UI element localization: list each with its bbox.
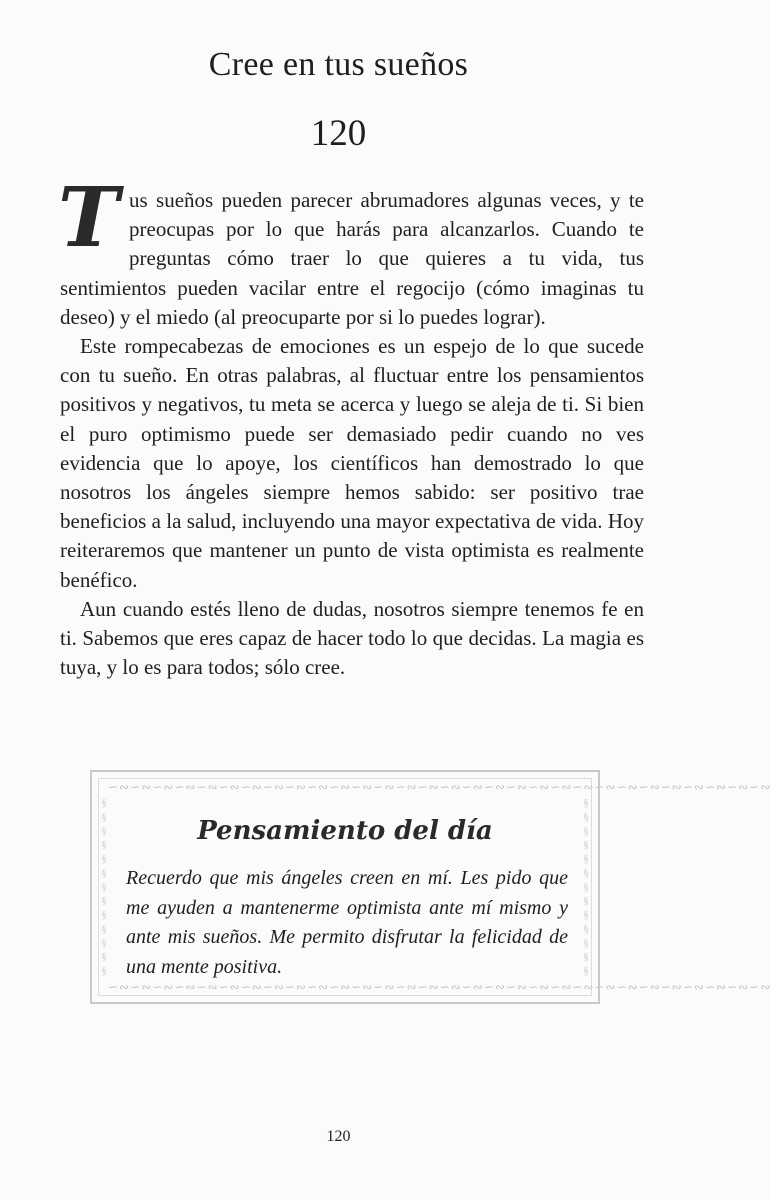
chapter-number: 120	[310, 113, 367, 154]
body-text	[58, 170, 644, 682]
paragraph-2: Este rompecabezas de emociones es un espejo de lo que sucede con tu sueño. En otras palabras, al fluctuar entre los pensamientos positivos y negativos, tu meta se acerca y luego se aleja de ti. Si bien el puro optimismo puede ser demasiado pedir cuando no ves evidencia que lo apoye, los científicos han demostrado lo que nosotros los ángeles siempre hemos sabido: ser positivo trae beneficios a la salud, incluyendo una mayor expectativa de vida. Hoy reiteraremos que mantener un punto de vista optimista es realmente benéfico.	[60, 334, 644, 592]
paragraph-1-text: us sueños pueden parecer abrumadores algunas veces, y te preocupas por lo que harás para alcanzarlos. Cuando te preguntas cómo traer lo que quieres a tu vida, tus sentimientos pueden vacilar entre el regocijo (cómo imaginas tu deseo) y el miedo (al preocuparte por si lo puedes lograr).	[60, 188, 644, 329]
ornament-border-top: ∽∾∽∾∽∾∽∾∽∾∽∾∽∾∽∾∽∾∽∾∽∾∽∾∽∾∽∾∽∾∽∾∽∾∽∾∽∾∽∾∽∾∽∾∽∾∽∾∽∾∽∾∽∾∽∾∽∾∽∾	[108, 780, 771, 794]
paragraph-1	[58, 170, 644, 332]
chapter-title: Cree en tus sueños	[208, 46, 469, 83]
ornament-border-bottom: ∽∾∽∾∽∾∽∾∽∾∽∾∽∾∽∾∽∾∽∾∽∾∽∾∽∾∽∾∽∾∽∾∽∾∽∾∽∾∽∾∽∾∽∾∽∾∽∾∽∾∽∾∽∾∽∾∽∾∽∾	[108, 980, 771, 994]
ornament-border-right: § § § § § § § § § § § § §	[583, 797, 589, 977]
thought-text: Recuerdo que mis ángeles creen en mí. Les pido que me ayuden a mantenerme optimista ante mí mismo y ante mis sueños. Me permito disfrutar la felicidad de una mente positiva.	[126, 867, 568, 978]
paragraph-3: Aun cuando estés lleno de dudas, nosotros siempre tenemos fe en ti. Sabemos que eres capaz de hacer todo lo que decidas. La magia es tuya, y lo es para todos; sólo cree.	[60, 596, 644, 680]
thought-of-the-day-box	[90, 770, 771, 1004]
ornament-border-left: § § § § § § § § § § § § §	[101, 797, 107, 977]
drop-cap: T	[58, 170, 120, 266]
page-number: 120	[326, 1128, 351, 1145]
thought-heading: Pensamiento del día	[197, 816, 493, 846]
